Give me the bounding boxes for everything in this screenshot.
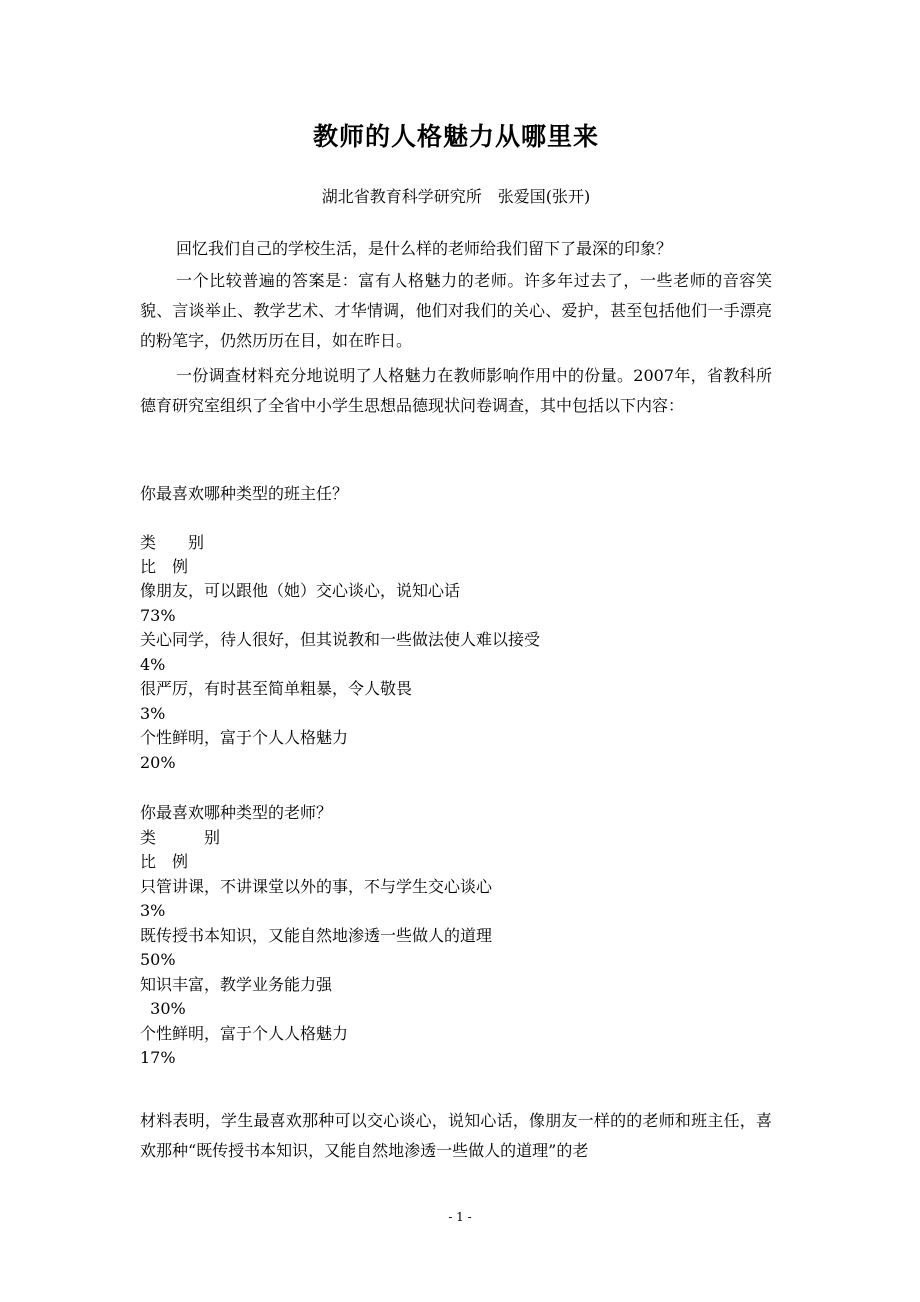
document-title: 教师的人格魅力从哪里来	[312, 122, 599, 151]
survey1-col-category: 类 别	[140, 533, 205, 552]
author-line: 湖北省教育科学研究所 张爱国(张开)	[321, 187, 591, 206]
survey2-item-value: 30%	[140, 999, 186, 1018]
survey2-item-value: 17%	[140, 1048, 176, 1067]
survey2-item-value: 50%	[140, 950, 176, 969]
survey1-item-value: 73%	[140, 606, 176, 625]
survey2-item-label: 既传授书本知识，又能自然地渗透一些做人的道理	[140, 926, 493, 945]
intro-paragraph-1: 回忆我们自己的学校生活，是什么样的老师给我们留下了最深的印象？	[176, 239, 673, 258]
survey2-col-ratio: 比 例	[140, 852, 189, 871]
survey2-question: 你最喜欢哪种类型的老师？	[140, 803, 333, 822]
page-number: - 1 -	[448, 1210, 472, 1224]
survey1-item-value: 4%	[140, 655, 166, 674]
intro-paragraph-3: 一份调查材料充分地说明了人格魅力在教师影响作用中的份量。2007年，省教科所德育研究室组织了全省中小学生思想品德现状问卷调查，其中包括以下内容：	[140, 366, 772, 415]
survey1-item-value: 20%	[140, 753, 176, 772]
survey1-question: 你最喜欢哪种类型的班主任？	[140, 484, 349, 503]
survey2-col-category: 类 别	[140, 828, 221, 847]
survey1-col-ratio: 比 例	[140, 557, 189, 576]
intro-paragraph-2: 一个比较普遍的答案是：富有人格魅力的老师。许多年过去了，一些老师的音容笑貌、言谈举止、教学艺术、才华情调，他们对我们的关心、爱护，甚至包括他们一手漂亮的粉笔字，仍然历历在目，如在昨日。	[140, 271, 772, 350]
survey2-item-label: 知识丰富，教学业务能力强	[140, 975, 333, 994]
survey1-item-label: 很严厉，有时甚至简单粗暴，令人敬畏	[140, 679, 413, 698]
survey1-item-label: 关心同学，待人很好，但其说教和一些做法使人难以接受	[140, 630, 541, 649]
survey1-item-label: 个性鲜明，富于个人人格魅力	[140, 728, 349, 747]
conclusion-paragraph: 材料表明，学生最喜欢那种可以交心谈心，说知心话，像朋友一样的的老师和班主任，喜欢那种“既传授书本知识，又能自然地渗透一些做人的道理”的老	[140, 1111, 772, 1160]
survey2-item-label: 个性鲜明，富于个人人格魅力	[140, 1024, 349, 1043]
survey2-item-value: 3%	[140, 901, 166, 920]
survey1-item-value: 3%	[140, 704, 166, 723]
survey1-item-label: 像朋友，可以跟他（她）交心谈心，说知心话	[140, 581, 461, 600]
survey2-item-label: 只管讲课，不讲课堂以外的事，不与学生交心谈心	[140, 877, 493, 896]
